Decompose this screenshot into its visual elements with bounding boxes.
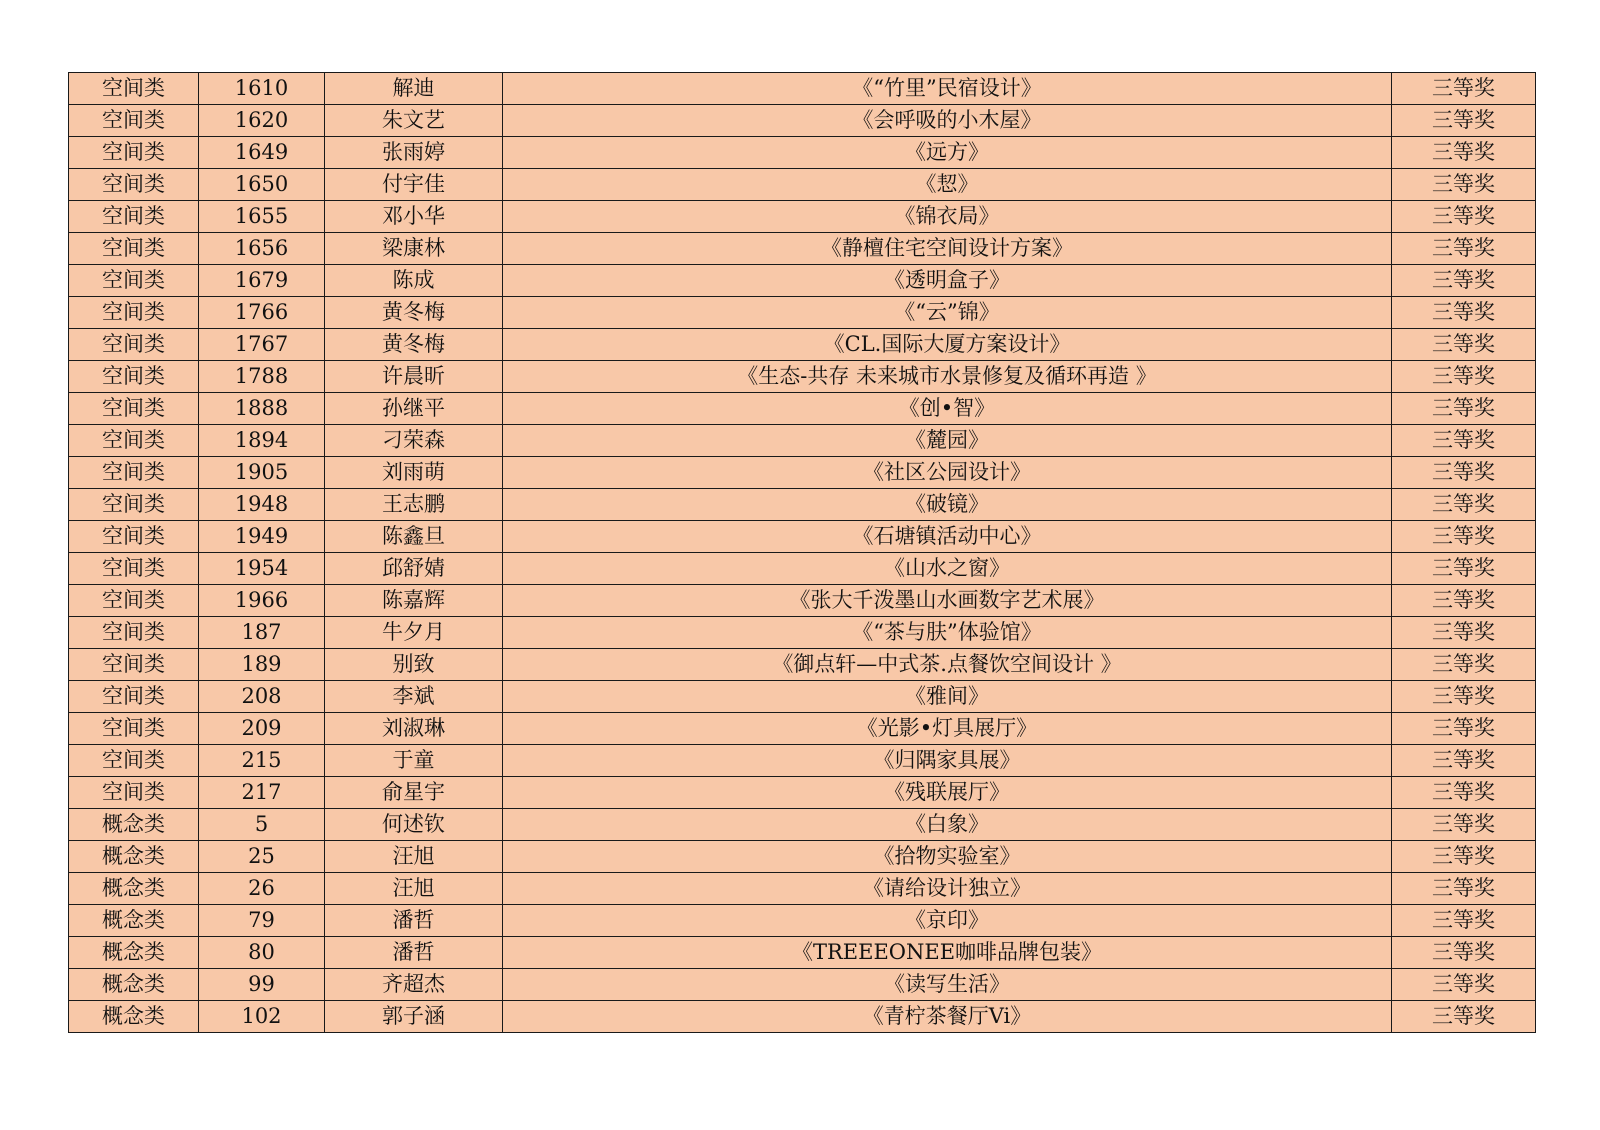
category-cell: 概念类 [69, 905, 199, 937]
award-cell: 三等奖 [1392, 137, 1536, 169]
title-cell: 《石塘镇活动中心》 [503, 521, 1392, 553]
id-cell: 208 [199, 681, 325, 713]
table-row [69, 521, 1536, 553]
table-row [69, 809, 1536, 841]
name-cell: 何述钦 [325, 809, 503, 841]
category-cell: 空间类 [69, 393, 199, 425]
name-cell: 潘哲 [325, 937, 503, 969]
name-cell: 汪旭 [325, 841, 503, 873]
table-row [69, 393, 1536, 425]
award-cell: 三等奖 [1392, 905, 1536, 937]
name-cell: 郭子涵 [325, 1001, 503, 1033]
title-cell: 《残联展厅》 [503, 777, 1392, 809]
title-cell: 《读写生活》 [503, 969, 1392, 1001]
award-cell: 三等奖 [1392, 393, 1536, 425]
title-cell: 《静檀住宅空间设计方案》 [503, 233, 1392, 265]
table-row [69, 745, 1536, 777]
id-cell: 1894 [199, 425, 325, 457]
title-cell: 《山水之窗》 [503, 553, 1392, 585]
award-cell: 三等奖 [1392, 841, 1536, 873]
category-cell: 空间类 [69, 713, 199, 745]
category-cell: 空间类 [69, 169, 199, 201]
table-row [69, 905, 1536, 937]
id-cell: 1610 [199, 73, 325, 105]
name-cell: 刁荣森 [325, 425, 503, 457]
title-cell: 《拾物实验室》 [503, 841, 1392, 873]
table-row [69, 681, 1536, 713]
table-row [69, 457, 1536, 489]
award-cell: 三等奖 [1392, 617, 1536, 649]
id-cell: 99 [199, 969, 325, 1001]
title-cell: 《光影•灯具展厅》 [503, 713, 1392, 745]
id-cell: 1788 [199, 361, 325, 393]
category-cell: 空间类 [69, 265, 199, 297]
award-cell: 三等奖 [1392, 425, 1536, 457]
name-cell: 解迪 [325, 73, 503, 105]
table-row [69, 361, 1536, 393]
id-cell: 5 [199, 809, 325, 841]
id-cell: 1766 [199, 297, 325, 329]
award-cell: 三等奖 [1392, 937, 1536, 969]
name-cell: 于童 [325, 745, 503, 777]
name-cell: 陈嘉辉 [325, 585, 503, 617]
name-cell: 牛夕月 [325, 617, 503, 649]
id-cell: 1655 [199, 201, 325, 233]
table-row [69, 777, 1536, 809]
category-cell: 空间类 [69, 425, 199, 457]
table-row [69, 73, 1536, 105]
award-cell: 三等奖 [1392, 553, 1536, 585]
name-cell: 汪旭 [325, 873, 503, 905]
category-cell: 空间类 [69, 585, 199, 617]
award-cell: 三等奖 [1392, 649, 1536, 681]
name-cell: 朱文艺 [325, 105, 503, 137]
title-cell: 《麓园》 [503, 425, 1392, 457]
table-row [69, 1001, 1536, 1033]
award-cell: 三等奖 [1392, 73, 1536, 105]
award-cell: 三等奖 [1392, 457, 1536, 489]
name-cell: 齐超杰 [325, 969, 503, 1001]
award-cell: 三等奖 [1392, 105, 1536, 137]
name-cell: 俞星宇 [325, 777, 503, 809]
category-cell: 空间类 [69, 745, 199, 777]
table-row [69, 105, 1536, 137]
table-row [69, 201, 1536, 233]
award-cell: 三等奖 [1392, 521, 1536, 553]
award-cell: 三等奖 [1392, 745, 1536, 777]
title-cell: 《雅间》 [503, 681, 1392, 713]
name-cell: 邱舒婧 [325, 553, 503, 585]
table-row [69, 329, 1536, 361]
name-cell: 黄冬梅 [325, 297, 503, 329]
category-cell: 空间类 [69, 201, 199, 233]
table-row [69, 489, 1536, 521]
id-cell: 1649 [199, 137, 325, 169]
id-cell: 215 [199, 745, 325, 777]
title-cell: 《社区公园设计》 [503, 457, 1392, 489]
table-row [69, 265, 1536, 297]
title-cell: 《“茶与肤”体验馆》 [503, 617, 1392, 649]
award-cell: 三等奖 [1392, 233, 1536, 265]
title-cell: 《锦衣局》 [503, 201, 1392, 233]
title-cell: 《CL.国际大厦方案设计》 [503, 329, 1392, 361]
category-cell: 空间类 [69, 649, 199, 681]
title-cell: 《张大千泼墨山水画数字艺术展》 [503, 585, 1392, 617]
category-cell: 空间类 [69, 73, 199, 105]
title-cell: 《会呼吸的小木屋》 [503, 105, 1392, 137]
name-cell: 陈成 [325, 265, 503, 297]
id-cell: 79 [199, 905, 325, 937]
table-row [69, 585, 1536, 617]
award-cell: 三等奖 [1392, 585, 1536, 617]
award-cell: 三等奖 [1392, 489, 1536, 521]
id-cell: 1905 [199, 457, 325, 489]
category-cell: 空间类 [69, 521, 199, 553]
name-cell: 刘雨萌 [325, 457, 503, 489]
award-cell: 三等奖 [1392, 777, 1536, 809]
category-cell: 空间类 [69, 361, 199, 393]
category-cell: 空间类 [69, 233, 199, 265]
award-cell: 三等奖 [1392, 1001, 1536, 1033]
table-row [69, 969, 1536, 1001]
table-row [69, 937, 1536, 969]
name-cell: 潘哲 [325, 905, 503, 937]
award-cell: 三等奖 [1392, 873, 1536, 905]
award-cell: 三等奖 [1392, 169, 1536, 201]
table-row [69, 297, 1536, 329]
title-cell: 《“竹里”民宿设计》 [503, 73, 1392, 105]
table-row [69, 713, 1536, 745]
category-cell: 空间类 [69, 105, 199, 137]
name-cell: 孙继平 [325, 393, 503, 425]
name-cell: 别致 [325, 649, 503, 681]
category-cell: 空间类 [69, 617, 199, 649]
name-cell: 许晨昕 [325, 361, 503, 393]
category-cell: 空间类 [69, 681, 199, 713]
title-cell: 《白象》 [503, 809, 1392, 841]
award-cell: 三等奖 [1392, 809, 1536, 841]
id-cell: 1679 [199, 265, 325, 297]
award-cell: 三等奖 [1392, 713, 1536, 745]
category-cell: 空间类 [69, 489, 199, 521]
table-row [69, 841, 1536, 873]
title-cell: 《生态-共存 未来城市水景修复及循环再造 》 [503, 361, 1392, 393]
title-cell: 《TREEEONEE咖啡品牌包装》 [503, 937, 1392, 969]
name-cell: 黄冬梅 [325, 329, 503, 361]
name-cell: 付宇佳 [325, 169, 503, 201]
table-row [69, 553, 1536, 585]
id-cell: 80 [199, 937, 325, 969]
award-cell: 三等奖 [1392, 969, 1536, 1001]
award-cell: 三等奖 [1392, 201, 1536, 233]
title-cell: 《归隅家具展》 [503, 745, 1392, 777]
category-cell: 概念类 [69, 1001, 199, 1033]
category-cell: 概念类 [69, 969, 199, 1001]
table-row [69, 617, 1536, 649]
category-cell: 空间类 [69, 329, 199, 361]
award-cell: 三等奖 [1392, 329, 1536, 361]
award-table-body [69, 73, 1536, 1033]
id-cell: 25 [199, 841, 325, 873]
title-cell: 《青柠茶餐厅Vi》 [503, 1001, 1392, 1033]
name-cell: 张雨婷 [325, 137, 503, 169]
id-cell: 189 [199, 649, 325, 681]
id-cell: 1954 [199, 553, 325, 585]
title-cell: 《御点轩—中式茶.点餐饮空间设计 》 [503, 649, 1392, 681]
title-cell: 《请给设计独立》 [503, 873, 1392, 905]
id-cell: 102 [199, 1001, 325, 1033]
table-row [69, 649, 1536, 681]
category-cell: 概念类 [69, 841, 199, 873]
award-cell: 三等奖 [1392, 361, 1536, 393]
award-cell: 三等奖 [1392, 681, 1536, 713]
table-row [69, 169, 1536, 201]
title-cell: 《透明盒子》 [503, 265, 1392, 297]
name-cell: 陈鑫旦 [325, 521, 503, 553]
title-cell: 《创•智》 [503, 393, 1392, 425]
table-row [69, 137, 1536, 169]
name-cell: 刘淑琳 [325, 713, 503, 745]
award-cell: 三等奖 [1392, 297, 1536, 329]
name-cell: 王志鹏 [325, 489, 503, 521]
title-cell: 《远方》 [503, 137, 1392, 169]
id-cell: 209 [199, 713, 325, 745]
category-cell: 空间类 [69, 457, 199, 489]
category-cell: 空间类 [69, 553, 199, 585]
category-cell: 概念类 [69, 937, 199, 969]
category-cell: 空间类 [69, 137, 199, 169]
award-table [68, 72, 1536, 1033]
id-cell: 1948 [199, 489, 325, 521]
title-cell: 《恝》 [503, 169, 1392, 201]
title-cell: 《“云”锦》 [503, 297, 1392, 329]
name-cell: 邓小华 [325, 201, 503, 233]
name-cell: 梁康林 [325, 233, 503, 265]
id-cell: 1767 [199, 329, 325, 361]
title-cell: 《破镜》 [503, 489, 1392, 521]
category-cell: 空间类 [69, 777, 199, 809]
id-cell: 1656 [199, 233, 325, 265]
category-cell: 空间类 [69, 297, 199, 329]
id-cell: 26 [199, 873, 325, 905]
id-cell: 1888 [199, 393, 325, 425]
id-cell: 187 [199, 617, 325, 649]
id-cell: 1650 [199, 169, 325, 201]
id-cell: 1966 [199, 585, 325, 617]
id-cell: 1949 [199, 521, 325, 553]
id-cell: 1620 [199, 105, 325, 137]
table-row [69, 233, 1536, 265]
table-row [69, 873, 1536, 905]
table-row [69, 425, 1536, 457]
name-cell: 李斌 [325, 681, 503, 713]
category-cell: 概念类 [69, 809, 199, 841]
title-cell: 《京印》 [503, 905, 1392, 937]
category-cell: 概念类 [69, 873, 199, 905]
award-cell: 三等奖 [1392, 265, 1536, 297]
id-cell: 217 [199, 777, 325, 809]
